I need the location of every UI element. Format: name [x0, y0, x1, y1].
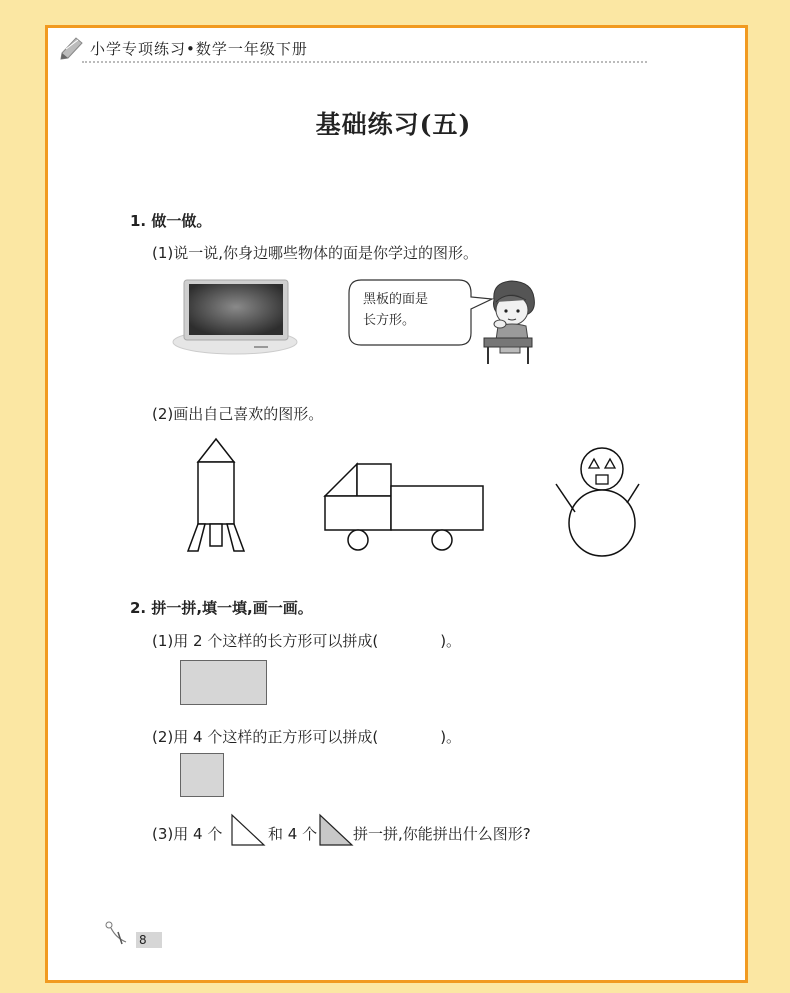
question-2-part-3-a: (3)用 4 个 [152, 825, 223, 843]
book-title: 小学专项练习•数学一年级下册 [90, 40, 308, 58]
truck-drawing [322, 461, 488, 553]
gray-triangle [318, 813, 354, 847]
question-1-part-1: (1)说一说,你身边哪些物体的面是你学过的图形。 [152, 244, 479, 262]
question-1-heading: 1. 做一做。 [130, 212, 212, 230]
rocket-drawing [185, 437, 247, 555]
header-divider [82, 61, 647, 63]
question-2-part-3-c: 拼一拼,你能拼出什么图形? [353, 825, 531, 843]
footer-swirl-icon [104, 920, 130, 946]
page-number: 8 [136, 932, 162, 948]
question-2-part-2-text: (2)用 4 个这样的正方形可以拼成( [152, 728, 379, 746]
question-2-part-1-close: )。 [440, 632, 462, 650]
blackboard-image [172, 278, 298, 358]
question-2-part-1-text: (1)用 2 个这样的长方形可以拼成( [152, 632, 379, 650]
page-title: 基础练习(五) [315, 110, 472, 139]
sample-rectangle [180, 660, 267, 705]
bubble-line-2: 长方形。 [363, 313, 416, 328]
question-1-part-2: (2)画出自己喜欢的图形。 [152, 405, 324, 423]
white-triangle [230, 813, 266, 847]
question-2-part-2-close: )。 [440, 728, 462, 746]
boy-illustration [478, 278, 544, 368]
snowman-drawing [553, 446, 643, 562]
bubble-line-1: 黑板的面是 [363, 292, 429, 307]
question-2-part-3-b: 和 4 个 [268, 825, 318, 843]
pencil-icon [58, 33, 86, 61]
sample-square [180, 753, 224, 797]
question-2-heading: 2. 拼一拼,填一填,画一画。 [130, 599, 313, 617]
question-2-part-1 [152, 630, 461, 651]
question-2-part-2 [152, 726, 461, 747]
